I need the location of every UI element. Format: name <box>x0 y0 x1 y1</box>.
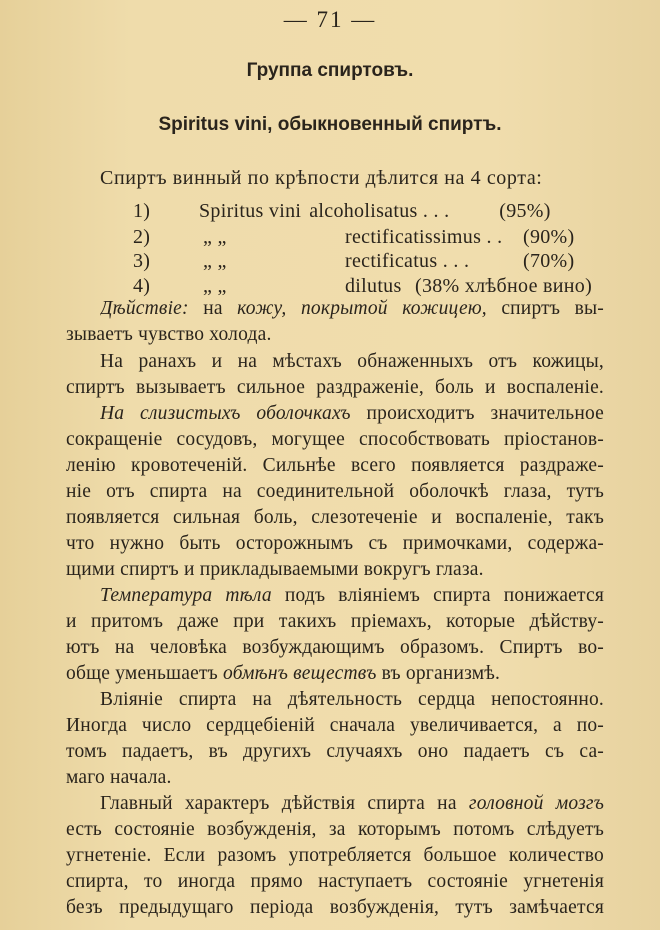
emphasis: Дѣйствіе: <box>100 298 189 319</box>
sort-item <box>133 226 574 249</box>
text-run: происходитъ значительное <box>366 403 604 424</box>
emphasis: Температура тѣла <box>100 585 272 606</box>
sort-prefix: „ „ <box>203 250 227 272</box>
text-line: что нужно быть осторожнымъ съ примочками, содержа- <box>66 533 604 554</box>
sort-item <box>133 275 592 298</box>
text-line: сокращеніе сосудовъ, могущее способствовать пріостанов- <box>66 429 604 450</box>
emphasis: головной мозгъ <box>468 793 604 814</box>
text-line: На ранахъ и на мѣстахъ обнаженныхъ отъ кожицы, <box>100 351 604 372</box>
subsection-heading: Spiritus vini, обыкновенный спиртъ. <box>158 114 502 135</box>
text-line: угнетеніе. Если разомъ употребляется большое количество <box>66 845 604 866</box>
text-line: и притомъ даже при такихъ пріемахъ, которые дѣйству- <box>66 611 604 632</box>
text-line <box>100 403 604 425</box>
sort-strength: (95%) <box>499 200 551 222</box>
text-line: безъ предыдущаго періода возбужденія, тутъ замѣчается <box>66 897 604 918</box>
text-line: щими спиртъ и прикладываемыми вокругъ глаза. <box>66 559 484 580</box>
text-run: въ организмѣ. <box>381 663 501 684</box>
text-line <box>100 793 604 815</box>
text-line <box>100 585 604 607</box>
sort-name: rectificatus . . . <box>345 250 470 272</box>
text-line: зываетъ чувство холода. <box>66 324 272 345</box>
text-run: обще уменьшаетъ <box>66 663 218 684</box>
text-line <box>66 663 604 685</box>
emphasis: обмѣнъ веществъ <box>223 663 377 684</box>
text-line: ленію кровотеченій. Сильнѣе всего появляется раздраже- <box>66 455 604 476</box>
sort-number: 2) <box>133 226 151 248</box>
sort-strength: (70%) <box>523 250 575 272</box>
page-number: — 71 — <box>283 7 377 32</box>
text-line: появляется сильная боль, слезотеченіе и воспаленіе, такъ <box>66 507 604 528</box>
sort-item <box>133 200 551 223</box>
sort-number: 4) <box>133 275 151 297</box>
text-line <box>100 298 604 320</box>
section-heading: Группа спиртовъ. <box>246 60 414 81</box>
sort-strength: (38% хлѣбное вино) <box>415 275 593 297</box>
sort-item <box>133 250 574 273</box>
text-run: Главный характеръ дѣйствія спирта на <box>100 793 457 814</box>
sort-name: dilutus <box>345 275 402 297</box>
emphasis: кожу, покрытой кожицею, <box>237 298 487 319</box>
text-line: есть состояніе возбужденія, за которымъ потомъ слѣдуетъ <box>66 819 604 840</box>
text-line: спиртъ вызываетъ сильное раздраженіе, боль и воспаленіе. <box>66 377 604 398</box>
sort-name: alcoholisatus . . . <box>309 200 450 222</box>
emphasis: На слизистыхъ оболочкахъ <box>100 403 351 424</box>
text-line: томъ падаетъ, въ другихъ случаяхъ оно падаетъ съ са- <box>66 741 604 762</box>
sort-strength: (90%) <box>523 226 575 248</box>
text-run: на <box>203 298 223 319</box>
sort-prefix: „ „ <box>203 226 227 248</box>
text-run: подъ вліяніемъ спирта понижается <box>284 585 604 606</box>
text-line: Вліяніе спирта на дѣятельность сердца непостоянно. <box>100 689 604 710</box>
text-line: Иногда число сердцебіеній сначала увеличивается, а по- <box>66 715 604 736</box>
sort-prefix: „ „ <box>203 275 227 297</box>
sort-number: 1) <box>133 200 151 222</box>
sort-number: 3) <box>133 250 151 272</box>
sort-prefix: Spiritus vini <box>199 200 302 222</box>
text-line: маго начала. <box>66 767 172 788</box>
text-line: спирта, то иногда прямо наступаетъ состояніе угнетенія <box>66 871 604 892</box>
text-line: ніе отъ спирта на соединительной оболочкѣ глаза, тутъ <box>66 481 604 502</box>
text-line: ютъ на человѣка возбуждающимъ образомъ. Спиртъ во- <box>66 637 604 658</box>
text-run: спиртъ вы- <box>501 298 604 319</box>
intro-line: Спиртъ винный по крѣпости дѣлится на 4 сорта: <box>100 167 543 189</box>
sort-name: rectificatissimus . . <box>345 226 503 248</box>
